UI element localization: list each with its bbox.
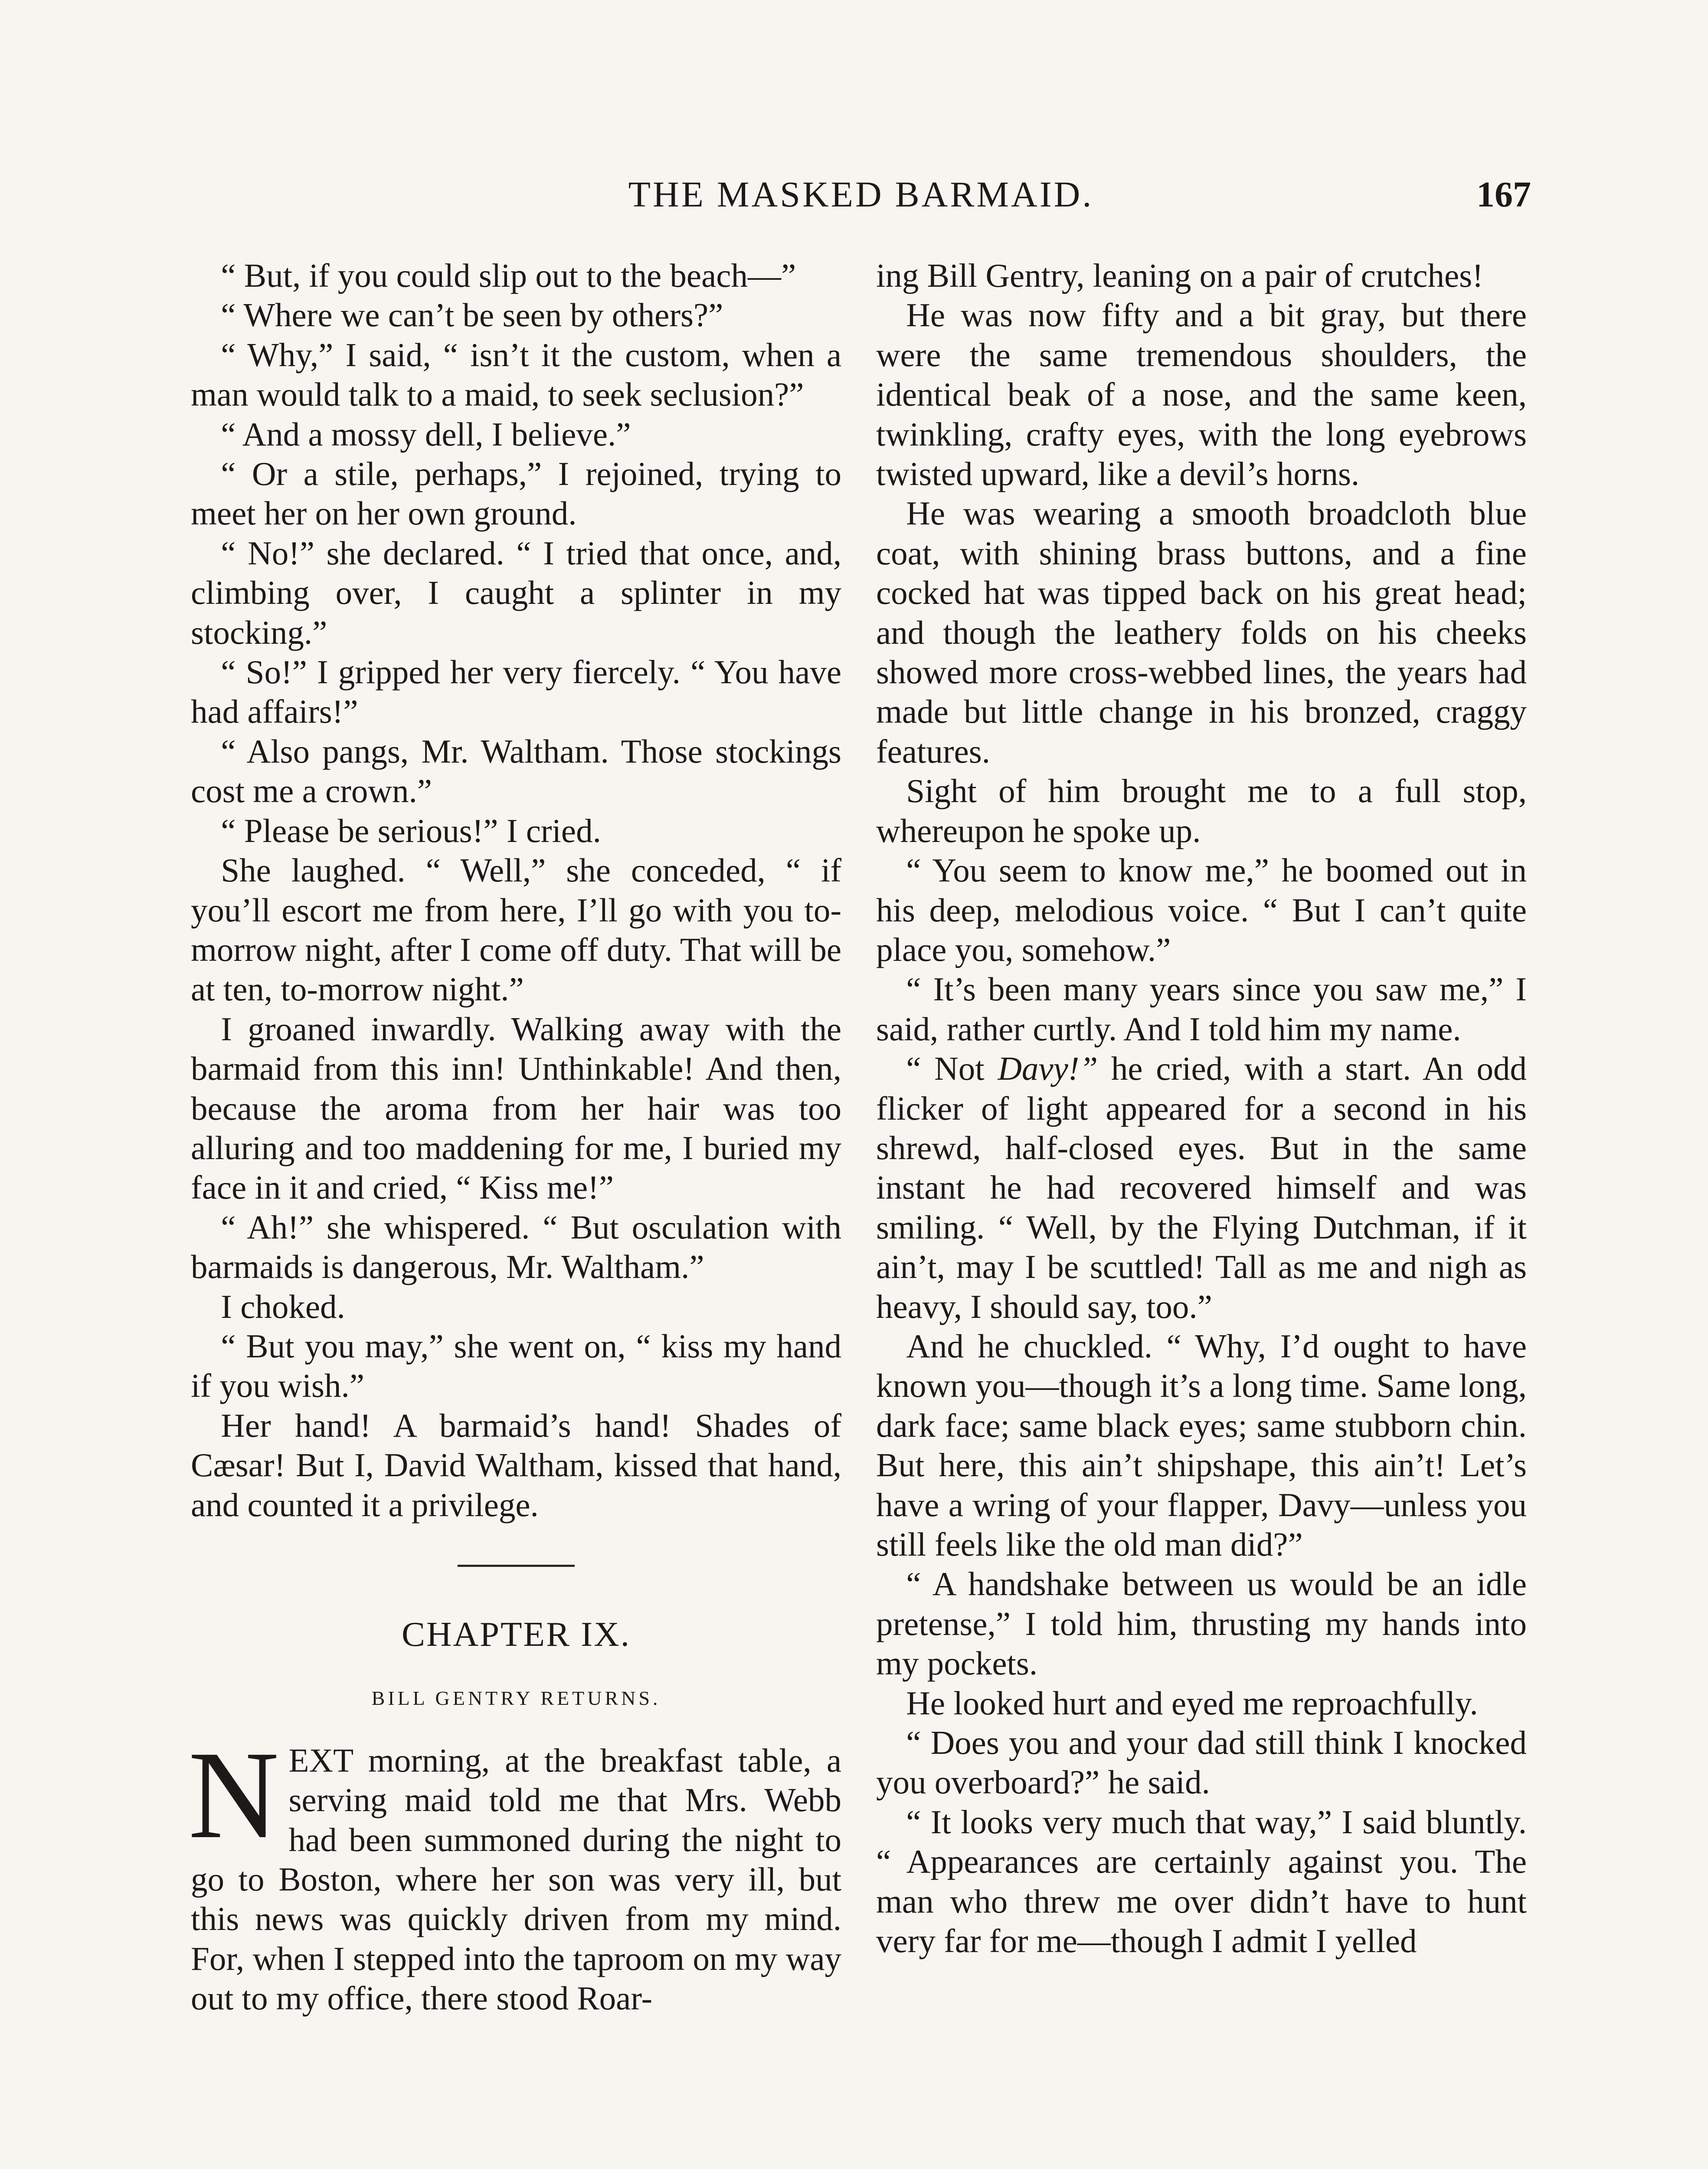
paragraph: “ Also pangs, Mr. Waltham. Those stockings cost me a crown.” xyxy=(191,732,841,810)
chapter-opening-paragraph xyxy=(188,1725,841,2018)
paragraph: “ And a mossy dell, I believe.” xyxy=(221,415,631,453)
page-number: 167 xyxy=(1476,174,1531,215)
paragraph: “ A handshake between us would be an idle pretense,” I told him, thrusting my hands into my pockets. xyxy=(876,1565,1527,1682)
chapter-subtitle: BILL GENTRY RETURNS. xyxy=(371,1687,661,1710)
chapter-title: CHAPTER IX. xyxy=(401,1615,631,1654)
running-head: THE MASKED BARMAID. xyxy=(628,174,1094,215)
paragraph: “ But, if you could slip out to the beach—” xyxy=(221,257,796,294)
paragraph: Sight of him brought me to a full stop, whereupon he spoke up. xyxy=(876,772,1527,849)
text-run: he cried, with a start. An odd flicker of light appeared for a second in his shrewd, half-closed eyes. But in the same instant he had recovered himself and was smiling. “ Well, by the Flying Dutchman, if it ain’t, may I be scuttled! Tall as me and nigh as heavy, I should say, too.” xyxy=(876,1050,1527,1325)
section-divider xyxy=(458,1565,575,1567)
paragraph: “ Or a stile, perhaps,” I rejoined, trying to meet her on her own ground. xyxy=(191,455,841,532)
paragraph: I groaned inwardly. Walking away with the barmaid from this inn! Unthinkable! And then, because the aroma from her hair was too alluring and too maddening for me, I buried my face in it and cried, “ Kiss me!” xyxy=(191,1010,841,1206)
continued-paragraph: ing Bill Gentry, leaning on a pair of crutches! xyxy=(876,257,1483,294)
paragraph: “ You seem to know me,” he boomed out in his deep, melodious voice. “ But I can’t quite place you, somehow.” xyxy=(876,852,1527,968)
paragraph: “ Why,” I said, “ isn’t it the custom, when a man would talk to a maid, to seek seclusion?” xyxy=(191,336,841,413)
paragraph: And he chuckled. “ Why, I’d ought to have known you—though it’s a long time. Same long, dark face; same black eyes; same stubborn chin. But here, this ain’t shipshape, this ain’t! Let’s have a wring of your flapper, Davy—unless you still feels like the old man did?” xyxy=(876,1327,1527,1563)
paragraph: I choked. xyxy=(221,1288,345,1325)
paragraph: “ Where we can’t be seen by others?” xyxy=(221,296,723,334)
paragraph: “ But you may,” she went on, “ kiss my hand if you wish.” xyxy=(191,1327,841,1405)
paragraph: “ Ah!” she whispered. “ But osculation with barmaids is dangerous, Mr. Waltham.” xyxy=(191,1208,841,1286)
text-run: “ Not xyxy=(906,1050,998,1088)
paragraph: He was wearing a smooth broadcloth blue coat, with shining brass buttons, and a fine cocked hat was tipped back on his great head; and though the leathery folds on his cheeks showed more cross-webbed lines, the years had made but little change in his bronzed, craggy features. xyxy=(876,495,1527,770)
right-column xyxy=(876,256,1527,1961)
left-column xyxy=(188,256,841,2018)
italic-text: Davy!” xyxy=(998,1050,1098,1088)
page-header xyxy=(191,174,1531,226)
paragraph: “ Does you and your dad still think I knocked you overboard?” he said. xyxy=(876,1724,1527,1801)
paragraph: “ So!” I gripped her very fiercely. “ You have had affairs!” xyxy=(191,653,841,731)
paragraph: He looked hurt and eyed me reproachfully. xyxy=(906,1684,1478,1722)
drop-cap: N xyxy=(188,1725,279,1864)
paragraph: “ No!” she declared. “ I tried that once, and, climbing over, I caught a splinter in my stocking.” xyxy=(191,534,841,651)
paragraph: Her hand! A barmaid’s hand! Shades of Cæsar! But I, David Waltham, kissed that hand, and counted it a privilege. xyxy=(191,1406,841,1524)
paragraph xyxy=(876,1049,1527,1327)
opening-text: EXT morning, at the breakfast table, a serving maid told me that Mrs. Webb had been summoned during the night to go to Boston, where her son was very ill, but this news was quickly driven from my mind. For, when I stepped into the taproom on my way out to my office, there stood Roar- xyxy=(191,1741,841,2017)
paragraph: “ It’s been many years since you saw me,” I said, rather curtly. And I told him my name. xyxy=(876,970,1527,1048)
paragraph: He was now fifty and a bit gray, but there were the same tremendous shoulders, the identical beak of a nose, and the same keen, twinkling, crafty eyes, with the long eyebrows twisted upward, like a devil’s horns. xyxy=(876,296,1527,493)
paragraph: “ It looks very much that way,” I said bluntly. “ Appearances are certainly against you. The man who threw me over didn’t have to hunt very far for me—though I admit I yelled xyxy=(876,1803,1527,1960)
paragraph: She laughed. “ Well,” she conceded, “ if you’ll escort me from here, I’ll go with you to-morrow night, after I come off duty. That will be at ten, to-morrow night.” xyxy=(191,852,841,1008)
paragraph: “ Please be serious!” I cried. xyxy=(221,812,601,849)
